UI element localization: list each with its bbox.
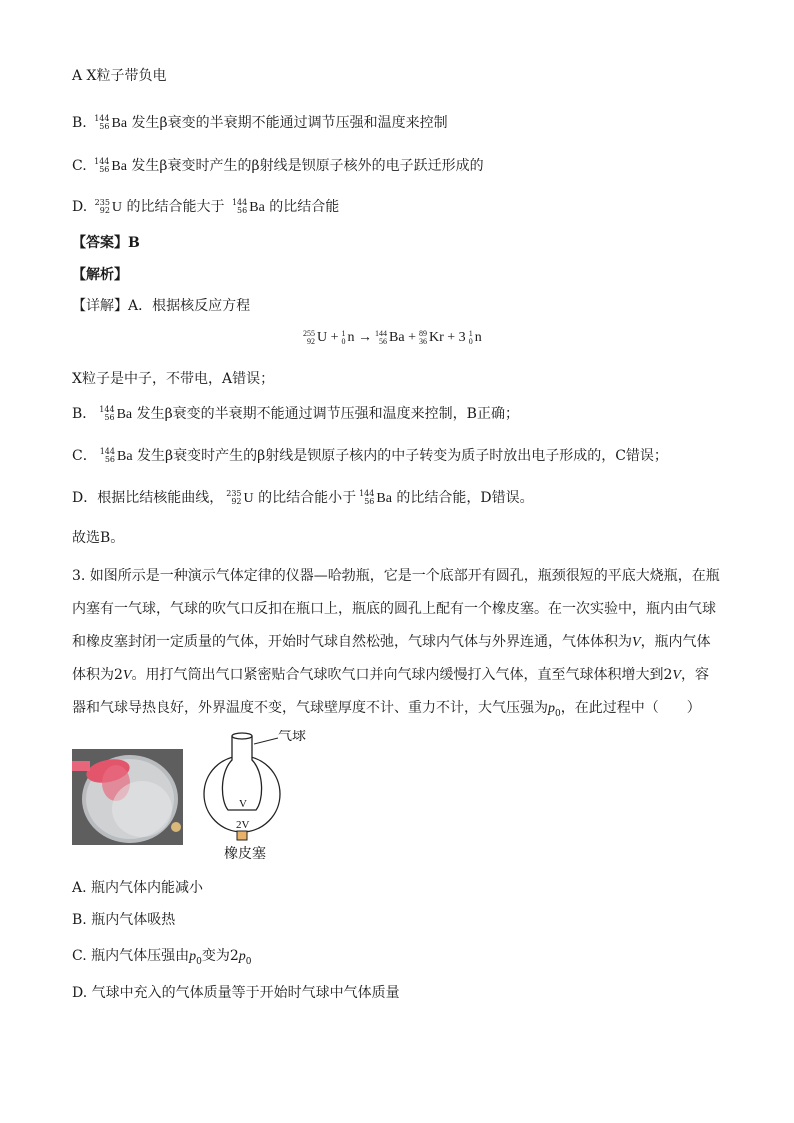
balloon-label: 气球 (278, 730, 306, 744)
analysis-b: B． 144 56 Ba 发生β衰变的半衰期不能通过调节压强和温度来控制，B正确； (72, 405, 519, 422)
option-d-label: D. (72, 199, 88, 215)
inner-volume-label: V (239, 798, 247, 810)
answer-label: 【答案】B (72, 235, 140, 251)
outer-volume-label: 2V (236, 819, 250, 831)
q3-option-b: B. 瓶内气体吸热 (72, 912, 176, 928)
analysis-c: C． 144 56 Ba 发生β衰变时产生的β射线是钡原子核内的中子转变为质子时放出电子形成的，C错误； (72, 447, 668, 464)
q3-option-d: D. 气球中充入的气体质量等于开始时气球中气体质量 (72, 985, 400, 1001)
detail-label: 【详解】A．根据核反应方程 (72, 298, 251, 314)
option-d (72, 197, 339, 218)
q3-option-c: C. 瓶内气体压强由$p_0$变为$2p_0$ (72, 948, 252, 967)
ba-symbol: Ba (249, 200, 265, 215)
option-b-text: 发生β衰变的半衰期不能通过调节压强和温度来控制 (131, 115, 448, 131)
option-c (72, 156, 484, 177)
ba-symbol: Ba (111, 159, 127, 174)
u-symbol: U (111, 200, 123, 215)
conclusion: 故选B。 (72, 530, 125, 546)
option-a (72, 66, 167, 86)
ba-symbol: Ba (111, 116, 128, 131)
analysis-a: X粒子是中子，不带电，A错误； (72, 371, 275, 387)
analysis-label: 【解析】 (72, 267, 128, 283)
nuclide-ba144: 144 56 (231, 198, 248, 215)
option-b (72, 113, 448, 134)
option-b-label: B. (72, 115, 87, 131)
nuclear-equation: 255 92 U + 1 0 n → 144 56 Ba + 89 36 Kr + 3 1 0 n (303, 329, 482, 346)
option-a-text: A X粒子带负电 (72, 68, 167, 84)
analysis-d: D．根据比结核能曲线， 235 92 U 的比结合能小于 144 56 Ba 的比结合能，D错误。 (72, 489, 534, 506)
option-d-mid: 的比结合能大于 (126, 199, 225, 215)
bottle-photo (72, 749, 183, 845)
stopper-label: 橡皮塞 (224, 846, 266, 862)
question-3-stem: 3. 如图所示是一种演示气体定律的仪器—哈勃瓶，它是一个底部开有圆孔，瓶颈很短的平底大烧瓶，在瓶内塞有一气球，气球的吹气口反扣在瓶口上，瓶底的圆孔上配有一个橡皮塞。在一次实验中，瓶内由气球和橡皮塞封闭一定质量的气体，开始时气球自然松弛，气球内气体与外界连通，气体体积为V，瓶内气体体积为2V。用打气筒出气口紧密贴合气球吹气口并向气球内缓慢打入气体，直至气球体积增大到2V，容器和气球导热良好，外界温度不变，气球壁厚度不计、重力不计，大气压强为$p_0$，在此过程中（ ） (72, 568, 720, 719)
nuclide-ba144: 144 56 (94, 157, 110, 174)
nuclide-u235: 235 92 (94, 198, 110, 215)
option-c-label: C. (72, 158, 87, 174)
q3-option-a: A. 瓶内气体内能减小 (72, 880, 204, 896)
option-c-text: 发生β衰变时产生的β射线是钡原子核外的电子跃迁形成的 (131, 158, 484, 174)
bottle-diagram (200, 730, 320, 870)
nuclide-ba144: 144 56 (94, 114, 110, 131)
option-d-end: 的比结合能 (269, 199, 340, 215)
